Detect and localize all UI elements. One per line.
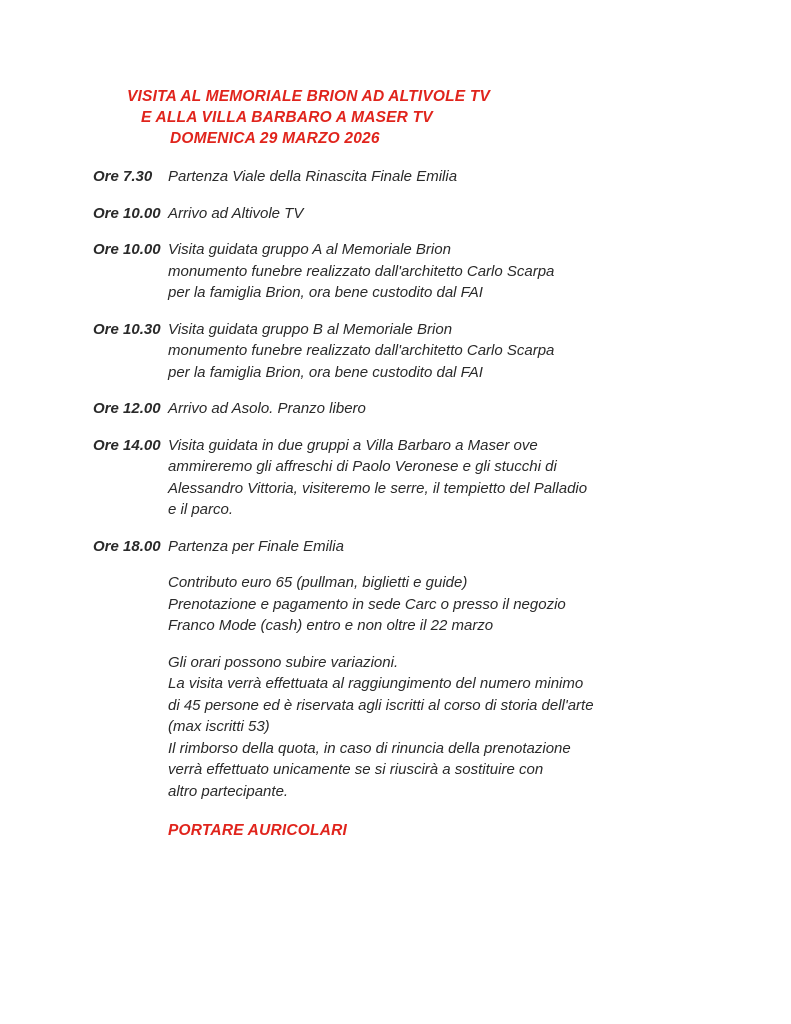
schedule-description <box>168 203 761 225</box>
schedule-description <box>168 166 761 188</box>
description-line: per la famiglia Brion, ora bene custodito dal FAI <box>168 284 483 301</box>
description-line: monumento funebre realizzato dall'architetto Carlo Scarpa <box>168 262 555 280</box>
schedule-description <box>168 435 761 521</box>
schedule-row <box>93 398 761 420</box>
time-label: Ore 18.00 <box>93 537 161 555</box>
note-line: Contributo euro 65 (pullman, biglietti e guide) <box>168 574 468 591</box>
description-line: Arrivo ad Altivole TV <box>168 204 304 222</box>
description-line: ammireremo gli affreschi di Paolo Veronese e gli stucchi di <box>168 458 557 475</box>
description-line: Alessandro Vittoria, visiteremo le serre, il tempietto del Palladio <box>168 479 588 497</box>
note-line: Gli orari possono subire variazioni. <box>168 653 399 671</box>
schedule-description <box>168 319 761 384</box>
note-line: La visita verrà effettuata al raggiungimento del numero minimo <box>168 675 584 692</box>
note-line: di 45 persone ed è riservata agli iscritti al corso di storia dell'arte <box>168 696 594 714</box>
schedule-row <box>93 203 761 225</box>
schedule-row <box>93 239 761 304</box>
schedule-row <box>93 435 761 521</box>
note-line: Prenotazione e pagamento in sede Carc o presso il negozio <box>168 595 566 613</box>
time-label: Ore 10.00 <box>93 241 161 258</box>
time-label: Ore 12.00 <box>93 400 161 417</box>
description-line: per la famiglia Brion, ora bene custodito dal FAI <box>168 363 483 381</box>
description-line: Visita guidata gruppo B al Memoriale Brion <box>168 320 453 338</box>
time-label: Ore 14.00 <box>93 436 161 454</box>
title-line: VISITA AL MEMORIALE BRION AD ALTIVOLE TV <box>127 88 491 105</box>
note-line: Il rimborso della quota, in caso di rinuncia della prenotazione <box>168 739 571 757</box>
bring-earphones-notice: PORTARE AURICOLARI <box>168 822 347 839</box>
conditions-notes <box>168 652 761 803</box>
note-line: altro partecipante. <box>168 782 289 800</box>
description-line: Partenza per Finale Emilia <box>168 537 344 555</box>
description-line: Visita guidata in due gruppi a Villa Barbaro a Maser ove <box>168 436 538 454</box>
document-title <box>127 86 761 149</box>
schedule-row <box>93 166 761 188</box>
schedule-description <box>168 536 761 558</box>
schedule-row <box>93 319 761 384</box>
payment-notes <box>168 572 761 637</box>
time-label: Ore 10.30 <box>93 320 161 338</box>
schedule-row <box>93 536 761 558</box>
description-line: Partenza Viale della Rinascita Finale Emilia <box>168 168 458 185</box>
description-line: Visita guidata gruppo A al Memoriale Brion <box>168 241 451 258</box>
title-line: E ALLA VILLA BARBARO A MASER TV <box>141 109 433 126</box>
note-line: Franco Mode (cash) entro e non oltre il 22 marzo <box>168 617 494 634</box>
note-line: verrà effettuato unicamente se si riuscirà a sostituire con <box>168 761 544 778</box>
description-line: monumento funebre realizzato dall'architetto Carlo Scarpa <box>168 342 555 359</box>
schedule-description <box>168 239 761 304</box>
note-line: (max iscritti 53) <box>168 718 270 735</box>
schedule-description <box>168 398 761 420</box>
description-line: Arrivo ad Asolo. Pranzo libero <box>168 400 366 417</box>
time-label: Ore 10.00 <box>93 204 161 222</box>
description-line: e il parco. <box>168 501 234 518</box>
title-date-line: DOMENICA 29 MARZO 2026 <box>170 130 380 147</box>
document-content <box>93 86 761 840</box>
time-label: Ore 7.30 <box>93 168 153 185</box>
